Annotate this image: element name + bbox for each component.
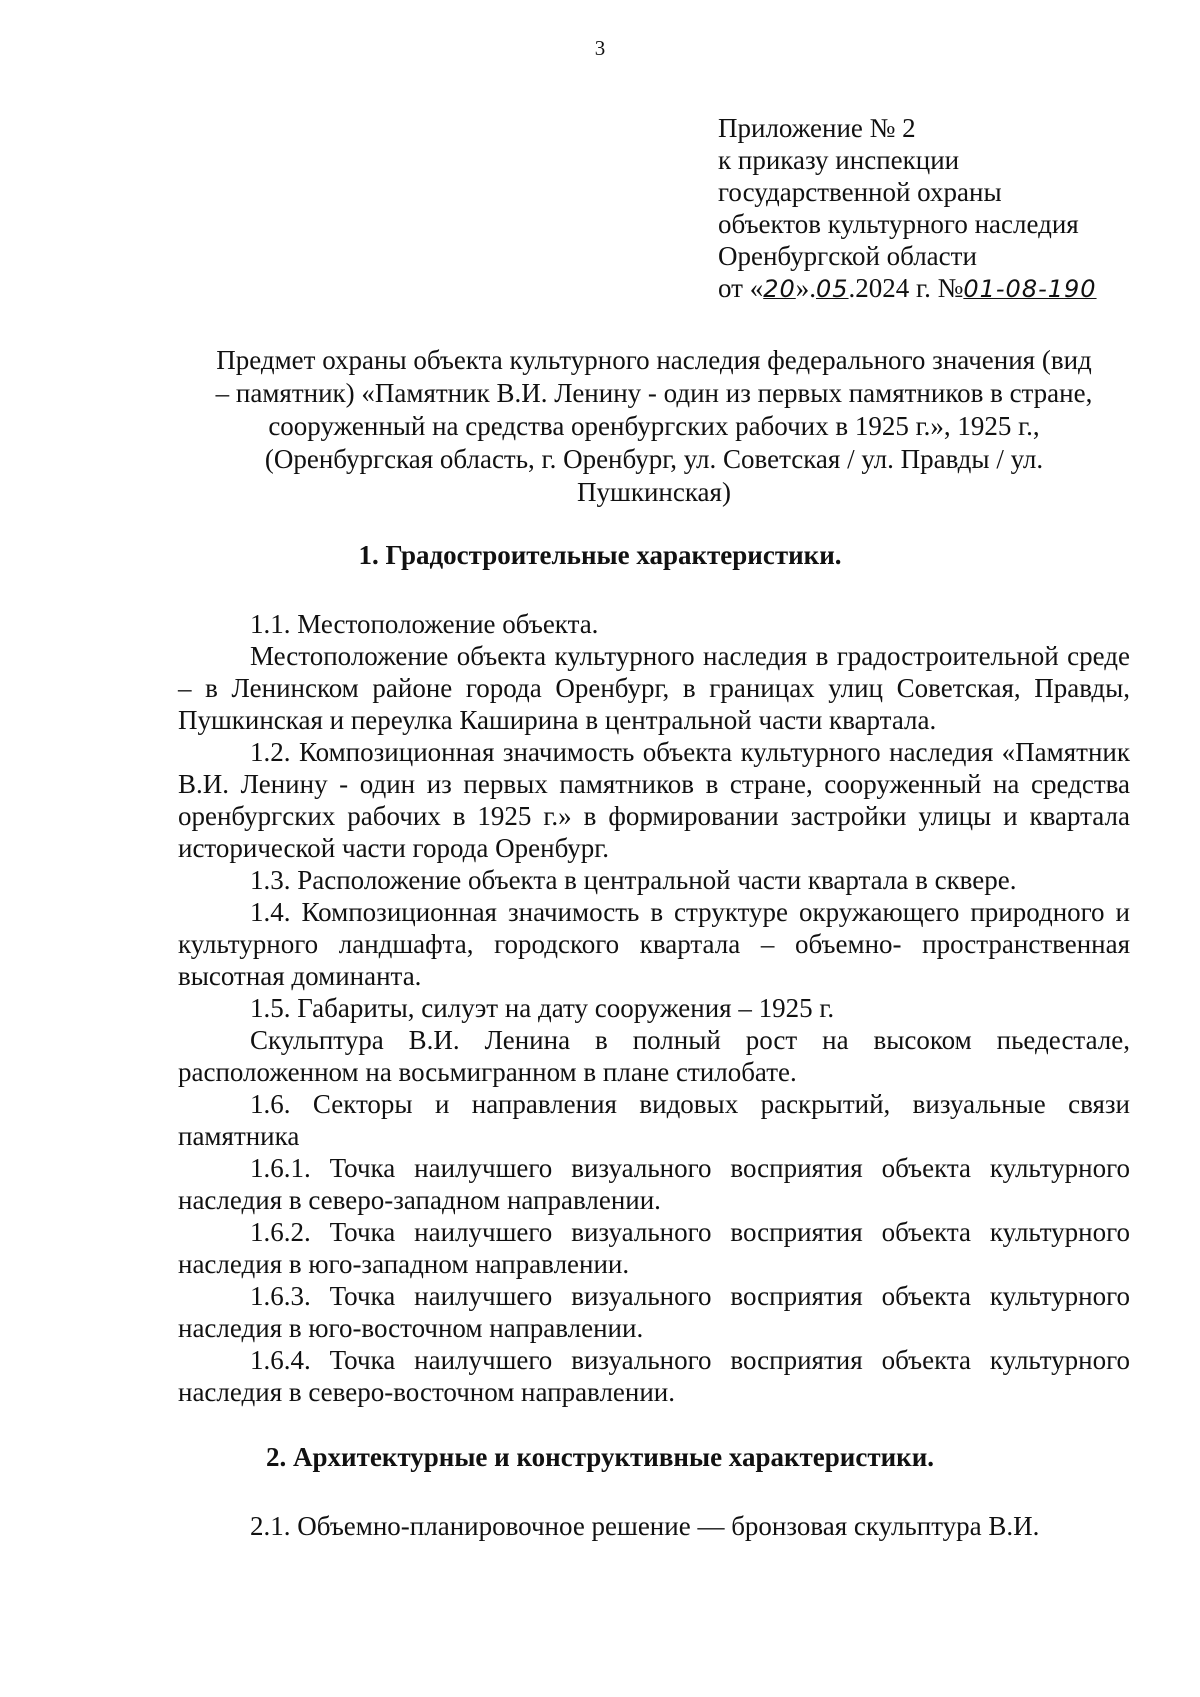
annex-line: государственной охраны [718, 177, 1002, 207]
annex-line: объектов культурного наследия [718, 209, 1079, 239]
paragraph: 1.6. Секторы и направления видовых раскрытий, визуальные связи памятника [178, 1089, 1130, 1151]
paragraph: 2.1. Объемно-планировочное решение — бронзовая скульптура В.И. [250, 1511, 1040, 1541]
section-2-heading: 2. Архитектурные и конструктивные характеристики. [266, 1442, 934, 1472]
section-2-body [178, 1510, 1130, 1542]
annex-block [718, 112, 1097, 305]
date-separator: ». [795, 273, 816, 303]
paragraph: 1.6.1. Точка наилучшего визуального восприятия объекта культурного наследия в северо-западном направлении. [178, 1153, 1130, 1215]
date-month-handwritten: 05 [816, 275, 849, 303]
doc-number-handwritten: 01-08-190 [963, 275, 1097, 303]
paragraph: 1.4. Композиционная значимость в структуре окружающего природного и культурного ландшафта, городского квартала – объемно- пространственная высотная доминанта. [178, 897, 1130, 991]
title-line: Пушкинская) [577, 477, 731, 507]
title-line: сооруженный на средства оренбургских рабочих в 1925 г.», 1925 г., [268, 411, 1040, 441]
date-day-handwritten: 20 [763, 275, 796, 303]
paragraph: 1.2. Композиционная значимость объекта культурного наследия «Памятник В.И. Ленину - один из первых памятников в стране, сооруженный на средства оренбургских рабочих в 1925 г.» в формировании застройки улицы и квартала исторической части города Оренбург. [178, 737, 1130, 863]
paragraph: 1.6.2. Точка наилучшего визуального восприятия объекта культурного наследия в юго-западном направлении. [178, 1217, 1130, 1279]
annex-line: к приказу инспекции [718, 145, 960, 175]
title-line: (Оренбургская область, г. Оренбург, ул. Советская / ул. Правды / ул. [264, 444, 1044, 474]
title-line: Предмет охраны объекта культурного наследия федерального значения (вид [216, 345, 1092, 375]
annex-date-line [718, 272, 1097, 305]
document-title [178, 344, 1130, 509]
paragraph: Скульптура В.И. Ленина в полный рост на высоком пьедестале, расположенном на восьмигранном в плане стилобате. [178, 1025, 1130, 1087]
date-suffix: .2024 г. № [848, 273, 964, 303]
paragraph: Местоположение объекта культурного наследия в градостроительной среде – в Ленинском районе города Оренбург, в границах улиц Советская, Правды, Пушкинская и переулка Каширина в центральной части квартала. [178, 641, 1130, 735]
paragraph: 1.6.3. Точка наилучшего визуального восприятия объекта культурного наследия в юго-восточном направлении. [178, 1281, 1130, 1343]
title-line: – памятник) «Памятник В.И. Ленину - один из первых памятников в стране, [215, 378, 1093, 408]
paragraph: 1.1. Местоположение объекта. [250, 609, 599, 639]
annex-line: Приложение № 2 [718, 113, 916, 143]
section-1-heading: 1. Градостроительные характеристики. [358, 540, 842, 570]
date-prefix: от « [718, 273, 764, 303]
section-1-body [178, 608, 1130, 1408]
annex-line: Оренбургской области [718, 241, 977, 271]
paragraph: 1.6.4. Точка наилучшего визуального восприятия объекта культурного наследия в северо-восточном направлении. [178, 1345, 1130, 1407]
paragraph: 1.3. Расположение объекта в центральной части квартала в сквере. [250, 865, 1017, 895]
page-number: 3 [594, 36, 606, 60]
paragraph: 1.5. Габариты, силуэт на дату сооружения – 1925 г. [250, 993, 835, 1023]
